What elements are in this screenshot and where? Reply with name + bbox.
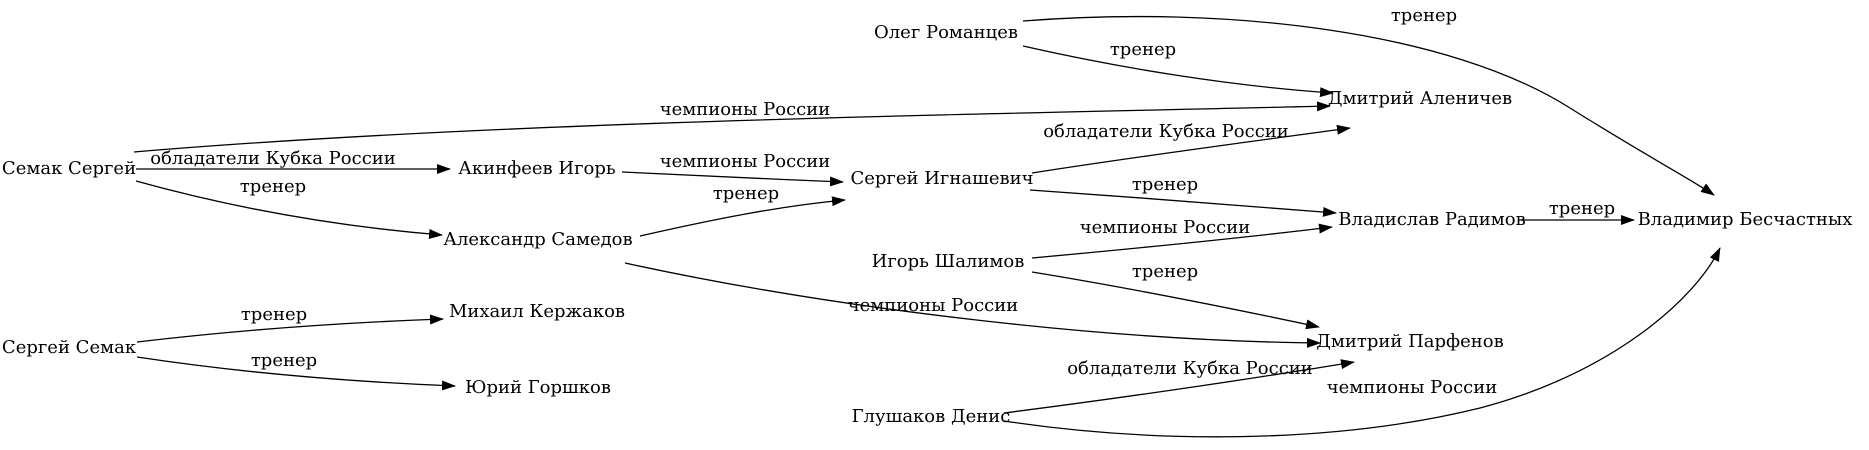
- node-aleksandr-samedov: Александр Самедов: [443, 229, 633, 250]
- edge-label-chempiony-rossii-4: чемпионы России: [1079, 217, 1251, 238]
- edge-label-trener-8: тренер: [1131, 261, 1199, 282]
- node-mikhail-kerzhakov: Михаил Кержаков: [448, 301, 626, 322]
- node-vladislav-radimov: Владислав Радимов: [1338, 209, 1526, 230]
- edge-label-chempiony-rossii-2: чемпионы России: [659, 151, 831, 172]
- edge-label-trener-2: тренер: [712, 183, 780, 204]
- node-yuriy-gorshkov: Юрий Горшков: [465, 377, 611, 398]
- edge-akinfeev-igor-sergey-ignashevich: [622, 172, 843, 182]
- edge-label-obladateli-kubka-rossii-1: обладатели Кубка России: [150, 148, 396, 169]
- edge-label-chempiony-rossii-3: чемпионы России: [847, 295, 1019, 316]
- edge-label-trener-3: тренер: [240, 304, 308, 325]
- node-semak-sergey: Семак Сергей: [1, 158, 137, 179]
- edge-label-trener-1: тренер: [239, 176, 307, 197]
- node-akinfeev-igor: Акинфеев Игорь: [458, 158, 616, 179]
- node-sergey-ignashevich: Сергей Игнашевич: [850, 168, 1034, 189]
- edge-label-chempiony-rossii-1: чемпионы России: [659, 99, 831, 120]
- edge-label-obladateli-kubka-rossii-3: обладатели Кубка России: [1067, 358, 1313, 379]
- edge-aleksandr-samedov-sergey-ignashevich: [640, 200, 845, 236]
- edge-label-trener-6: тренер: [1390, 5, 1458, 26]
- edge-label-trener-4: тренер: [250, 350, 318, 371]
- edge-label-chempiony-rossii-5: чемпионы России: [1326, 377, 1498, 398]
- node-glushakov-denis: Глушаков Денис: [851, 406, 1011, 427]
- node-vladimir-beschastnykh: Владимир Бесчастных: [1637, 209, 1853, 230]
- node-dmitriy-parfenov: Дмитрий Парфенов: [1316, 331, 1504, 352]
- node-sergey-semak: Сергей Семак: [1, 337, 137, 358]
- edge-label-trener-9: тренер: [1548, 198, 1616, 219]
- edge-label-obladateli-kubka-rossii-2: обладатели Кубка России: [1043, 121, 1289, 142]
- edge-oleg-romantsev-dmitriy-alenichev: [1023, 46, 1333, 93]
- edge-label-trener-7: тренер: [1131, 174, 1199, 195]
- node-oleg-romantsev: Олег Романцев: [873, 22, 1019, 43]
- edge-label-trener-5: тренер: [1109, 39, 1177, 60]
- node-igor-shalimov: Игорь Шалимов: [871, 251, 1025, 272]
- node-dmitriy-alenichev: Дмитрий Аленичев: [1327, 88, 1513, 109]
